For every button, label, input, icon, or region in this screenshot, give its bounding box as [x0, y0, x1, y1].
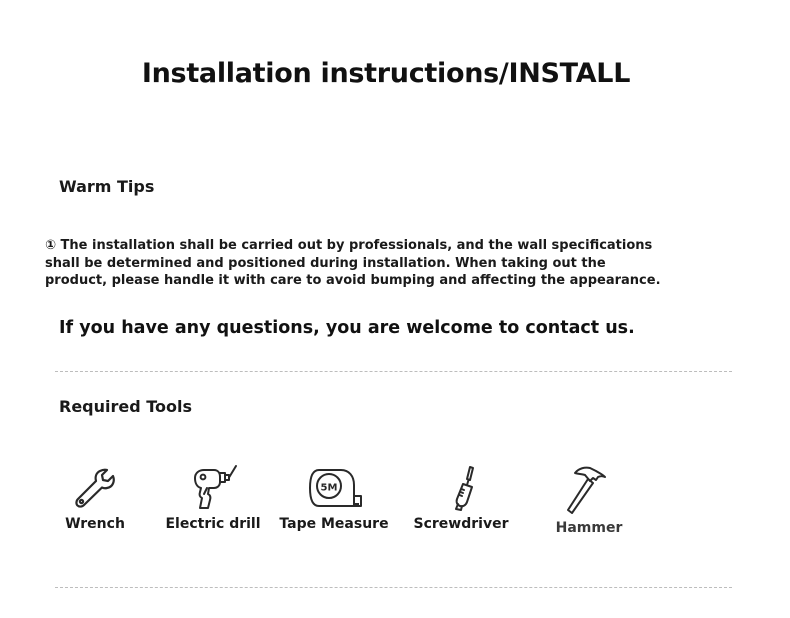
- tool-label: Electric drill: [165, 516, 261, 532]
- required-tools-heading: Required Tools: [59, 397, 193, 416]
- page-title: Installation instructions/INSTALL: [141, 58, 631, 89]
- tool-wrench: [35, 464, 155, 532]
- tool-electric-drill: [153, 462, 273, 532]
- warm-tips-line: shall be determined and positioned during installation. When taking out the: [45, 255, 606, 271]
- tool-label: Wrench: [65, 516, 125, 532]
- contact-message: If you have any questions, you are welcome to contact us.: [59, 318, 635, 338]
- tool-screwdriver: [401, 464, 521, 532]
- tool-label: Tape Measure: [279, 516, 389, 532]
- tool-hammer: [529, 464, 649, 536]
- screwdriver-icon: [437, 464, 485, 512]
- warm-tips-line: product, please handle it with care to avoid bumping and affecting the appearance.: [45, 273, 661, 288]
- warm-tips-text: [45, 237, 661, 290]
- tape-measure-icon-text: 5M: [320, 482, 338, 494]
- tape-measure-icon: [304, 464, 364, 512]
- warm-tips-line: ① The installation shall be carried out by professionals, and the wall specifications: [45, 238, 653, 253]
- divider: [55, 587, 732, 588]
- electric-drill-icon: [187, 462, 239, 512]
- tool-tape-measure: [274, 464, 394, 532]
- wrench-icon: [71, 464, 119, 512]
- tool-label: Screwdriver: [413, 516, 509, 532]
- hammer-icon: [559, 464, 619, 516]
- tool-label: Hammer: [555, 520, 623, 536]
- warm-tips-heading: Warm Tips: [59, 177, 155, 196]
- divider: [55, 371, 732, 372]
